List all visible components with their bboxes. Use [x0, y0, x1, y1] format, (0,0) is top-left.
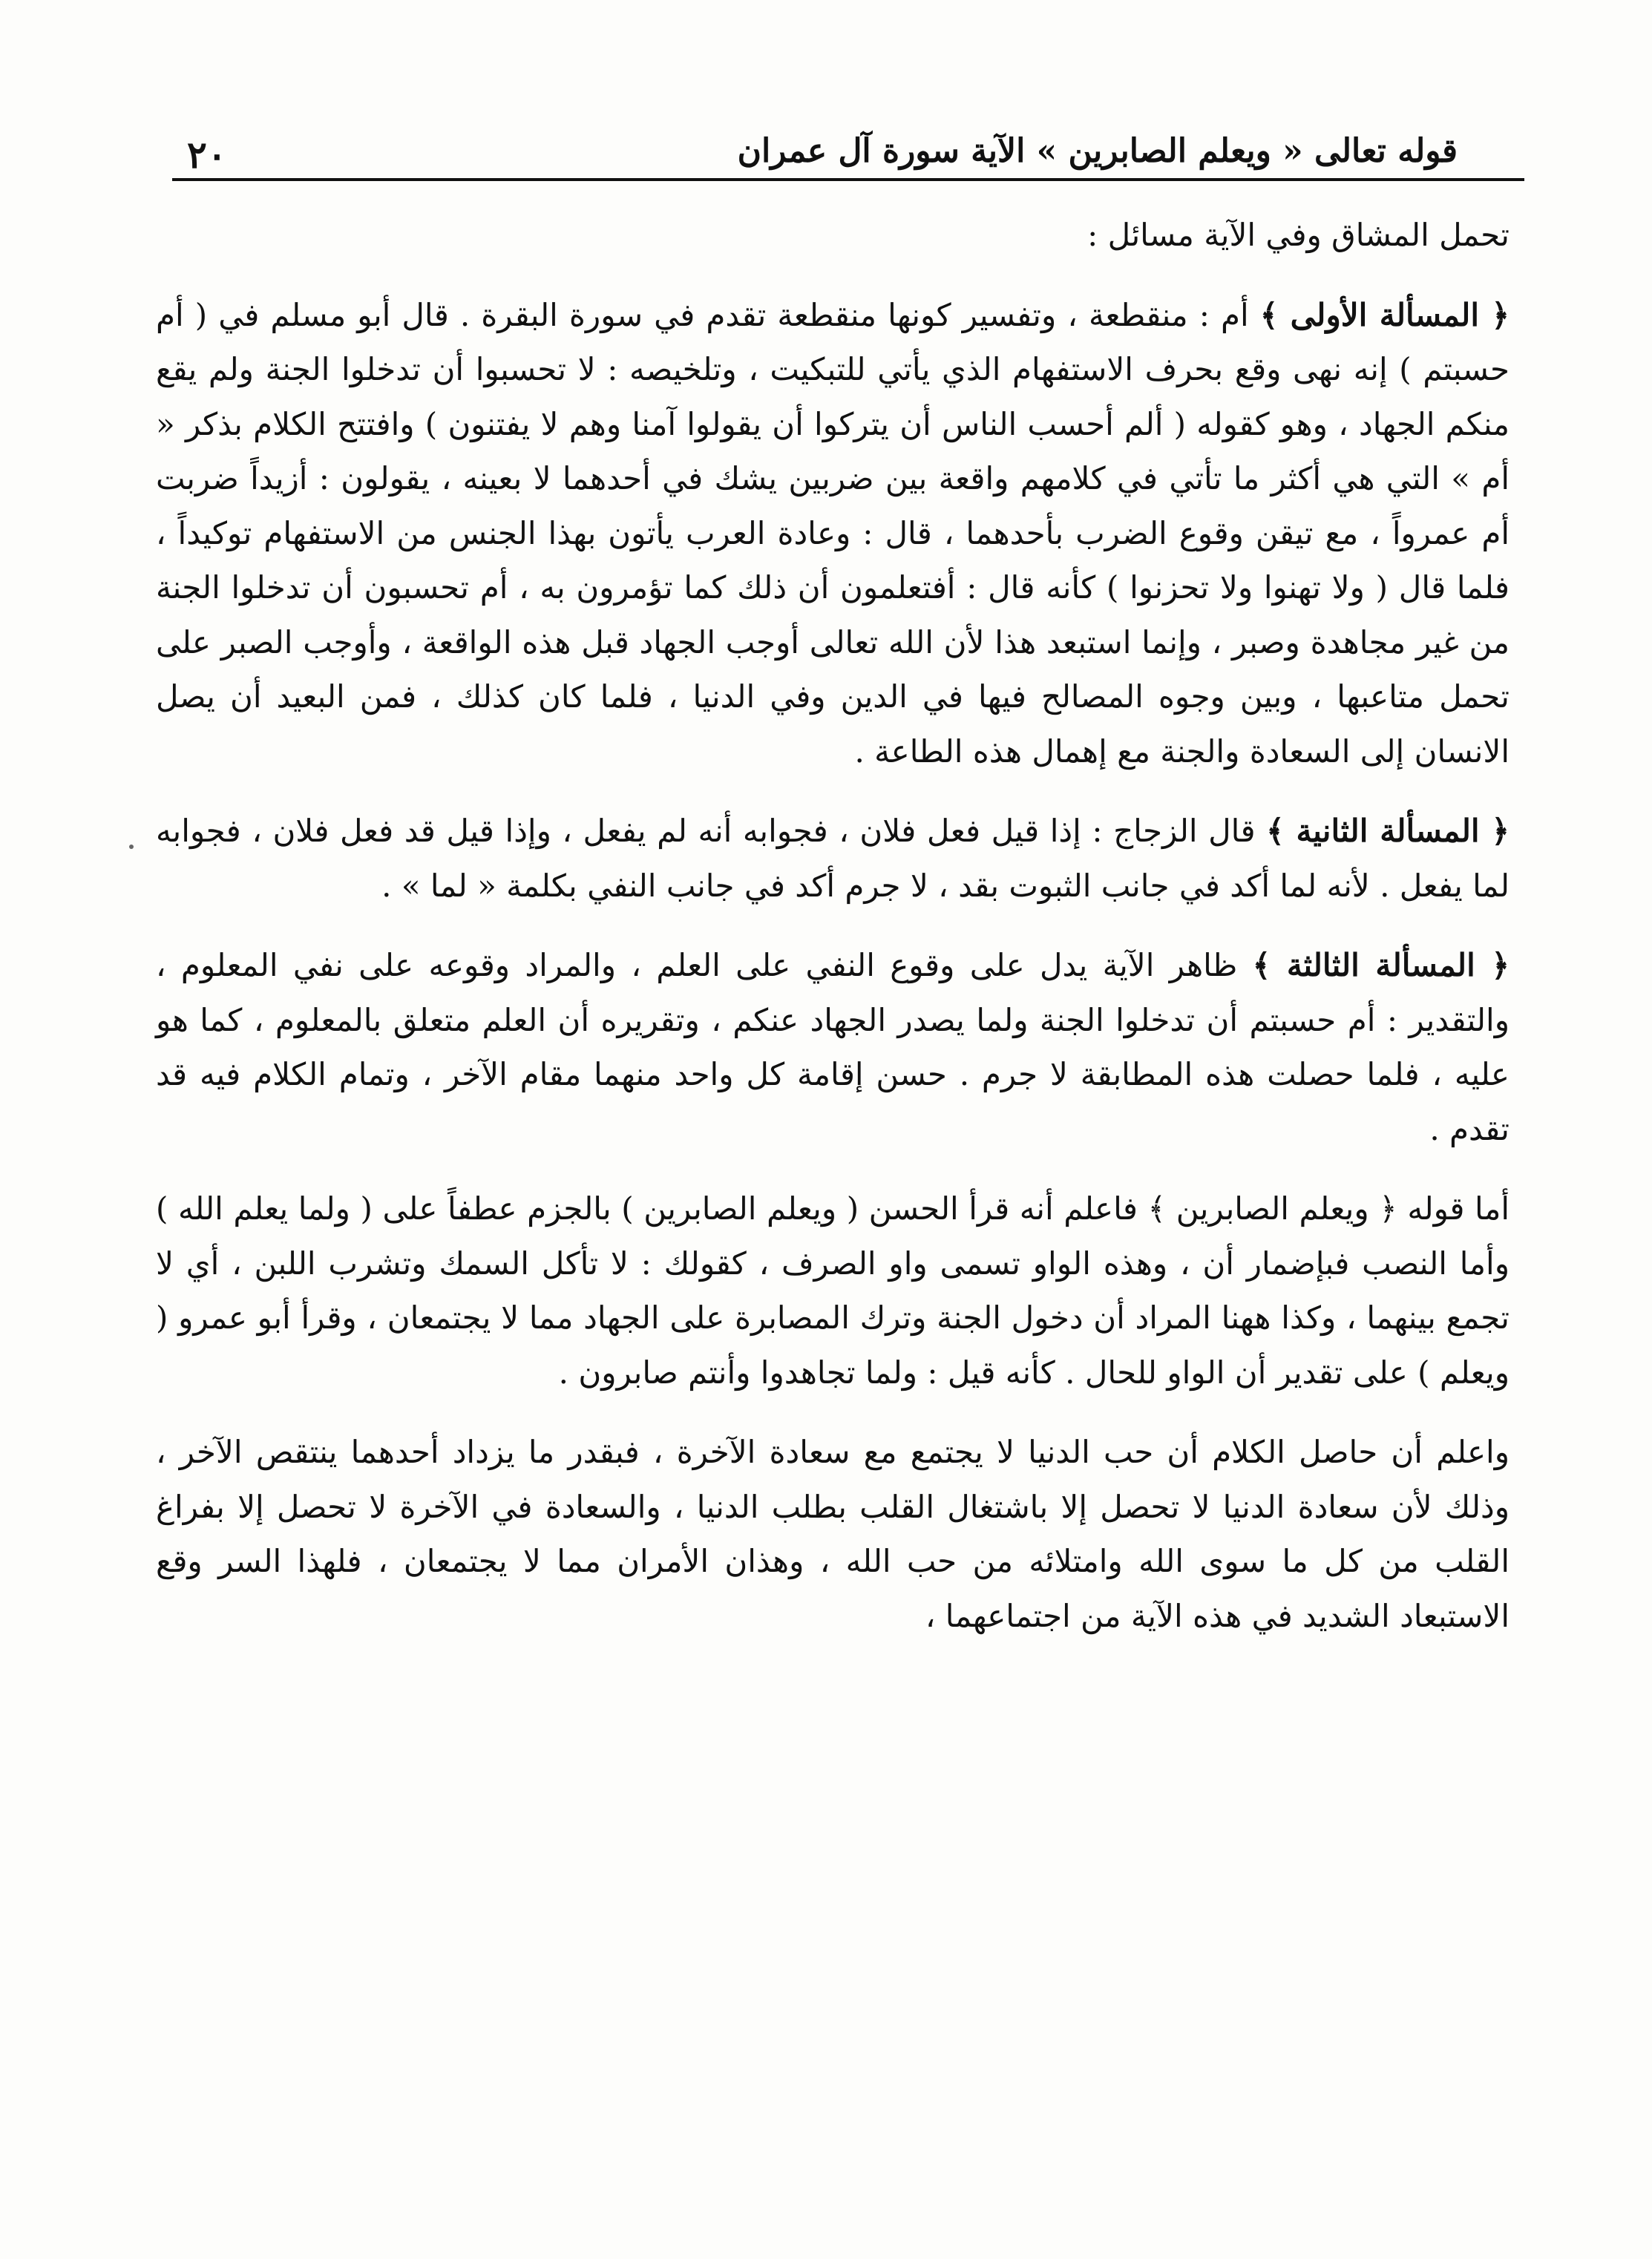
paragraph-text: أم : منقطعة ، وتفسير كونها منقطعة تقدم في سورة البقرة . قال أبو مسلم في ( أم حسبتم ) إنه نهى وقع بحرف الاستفهام الذي يأتي للتبكيت ، وتلخيصه : لا تحسبوا أن تدخلوا الجنة ولم يقع منكم الجهاد ، وهو كقوله ( ألم أحسب الناس أن يتركوا أن يقولوا آمنا وهم لا يفتنون ) وافتتح الكلام بذكر « أم » التي هي أكثر ما تأتي في كلامهم واقعة بين ضربين يشك في أحدهما لا بعينه ، يقولون : أزيداً ضربت أم عمرواً ، مع تيقن وقوع الضرب بأحدهما ، قال : وعادة العرب يأتون بهذا الجنس من الاستفهام توكيداً ، فلما قال ( ولا تهنوا ولا تحزنوا ) كأنه قال : أفتعلمون أن ذلك كما تؤمرون به ، أم تحسبون أن تدخلوا الجنة من غير مجاهدة وصبر ، وإنما استبعد هذا لأن الله تعالى أوجب الجهاد قبل هذه الواقعة ، وأوجب الصبر على تحمل متاعبها ، وبين وجوه المصالح فيها في الدين وفي الدنيا ، فلما كان كذلك ، فمن البعيد أن يصل الانسان إلى السعادة والجنة مع إهمال هذه الطاعة .: [156, 296, 1510, 770]
paragraph-lead: ﴿ المسألة الثانية ﴾: [1266, 813, 1510, 849]
paragraph-text: أما قوله ﴿ ويعلم الصابرين ﴾ فاعلم أنه قرأ الحسن ( ويعلم الصابرين ) بالجزم عطفاً على ( ولما يعلم الله ) وأما النصب فبإضمار أن ، وهذه الواو تسمى واو الصرف ، كقولك : لا تأكل السمك وتشرب اللبن ، أي لا تجمع بينهما ، وكذا ههنا المراد أن دخول الجنة وترك المصابرة على الجهاد مما لا يجتمعان ، وقرأ أبو عمرو ( ويعلم ) على تقدير أن الواو للحال . كأنه قيل : ولما تجاهدوا وأنتم صابرون .: [156, 1190, 1510, 1391]
paragraph-intro: [156, 208, 1510, 263]
header-rule: [172, 178, 1524, 181]
paragraph-text: واعلم أن حاصل الكلام أن حب الدنيا لا يجتمع مع سعادة الآخرة ، فبقدر ما يزداد أحدهما ينتقص الآخر ، وذلك لأن سعادة الدنيا لا تحصل إلا باشتغال القلب بطلب الدنيا ، والسعادة في الآخرة لا تحصل إلا بفراغ القلب من كل ما سوى الله وامتلائه من حب الله ، وهذان الأمران مما لا يجتمعان ، فلهذا السر وقع الاستبعاد الشديد في هذه الآية من اجتماعهما ،: [156, 1434, 1510, 1634]
paragraph-reading: [156, 1181, 1510, 1400]
paragraph-text: ظاهر الآية يدل على وقوع النفي على العلم ، والمراد وقوعه على نفي المعلوم ، والتقدير : أم حسبتم أن تدخلوا الجنة ولما يصدر الجهاد عنكم ، وتقريره أن العلم متعلق بالمعلوم ، كما هو عليه ، فلما حصلت هذه المطابقة لا جرم . حسن إقامة كل واحد منهما مقام الآخر ، وتمام الكلام فيه قد تقدم .: [156, 947, 1510, 1147]
paragraph-issue-2: [156, 804, 1510, 913]
paragraph-lead: ﴿ المسألة الثالثة ﴾: [1252, 947, 1510, 983]
paragraph-lead: ﴿ المسألة الأولى ﴾: [1259, 296, 1510, 333]
page-number: ٢٠: [187, 133, 227, 177]
body-text: [156, 208, 1510, 1668]
paragraph-issue-3: [156, 938, 1510, 1156]
paragraph-text: قال الزجاج : إذا قيل فعل فلان ، فجوابه أنه لم يفعل ، وإذا قيل قد فعل فلان ، فجوابه لما يفعل . لأنه لما أكد في جانب الثبوت بقد ، لا جرم أكد في جانب النفي بكلمة « لما » .: [156, 813, 1510, 904]
paragraph-text: تحمل المشاق وفي الآية مسائل :: [1087, 217, 1510, 253]
paragraph-conclusion: [156, 1425, 1510, 1643]
running-header: [172, 95, 1524, 177]
paragraph-issue-1: [156, 288, 1510, 779]
scan-speck: [129, 845, 134, 849]
header-title: قوله تعالى « ويعلم الصابرين » الآية سورة آل عمران: [737, 131, 1458, 170]
